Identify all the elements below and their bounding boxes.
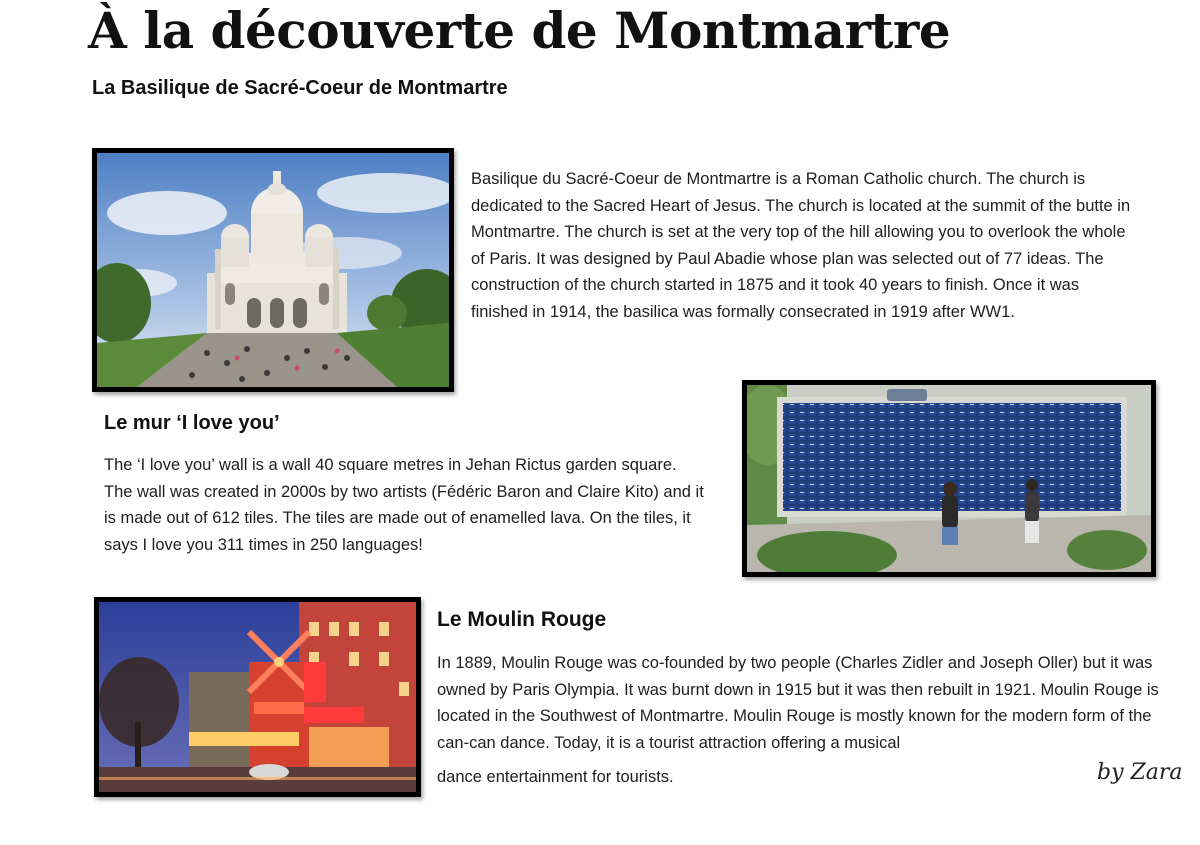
basilique-heading: La Basilique de Sacré-Coeur de Montmartre (92, 77, 508, 99)
love-wall-image (747, 385, 1151, 572)
basilique-text: Basilique du Sacré-Coeur de Montmartre is a Roman Catholic church. The church is dedicated to the Sacred Heart of Jesus. The church is located at the summit of the butte in Montmartre. The church is set at the very top of the hill allowing you to overlook the whole of Paris. It was designed by Paul Abadie whose plan was selected out of 77 ideas. The construction of the church started in 1875 and it took 40 years to finish. Once it was finished in 1914, the basilica was formally consecrated in 1919 after WW1. (471, 170, 1131, 321)
page-title: À la découverte de Montmartre (88, 1, 951, 60)
moulin-text (437, 650, 1177, 791)
mur-heading: Le mur ‘I love you’ (104, 412, 280, 434)
moulin-text-main: In 1889, Moulin Rouge was co-founded by two people (Charles Zidler and Joseph Oller) but it was owned by Paris Olympia. It was burnt down in 1915 but it was then rebuilt in 1921. Moulin Rouge is located in the Southwest of Montmartre. Moulin Rouge is mostly known for the modern form of the can-can dance. Today, it is a tourist attraction offering a musical (437, 654, 1159, 752)
moulin-rouge-image (99, 602, 416, 792)
author-signature: by Zara (1097, 760, 1183, 785)
sacre-coeur-photo (92, 148, 454, 392)
mur-text: The ‘I love you’ wall is a wall 40 square metres in Jehan Rictus garden square. The wall was created in 2000s by two artists (Fédéric Baron and Claire Kito) and it is made out of 612 tiles. The tiles are made out of enamelled lava. On the tiles, it says I love you 311 times in 250 languages! (104, 456, 704, 554)
love-wall-photo (742, 380, 1156, 577)
sacre-coeur-image (97, 153, 449, 387)
moulin-heading: Le Moulin Rouge (437, 608, 607, 631)
moulin-text-last: dance entertainment for tourists. (437, 768, 674, 786)
moulin-rouge-photo (94, 597, 421, 797)
